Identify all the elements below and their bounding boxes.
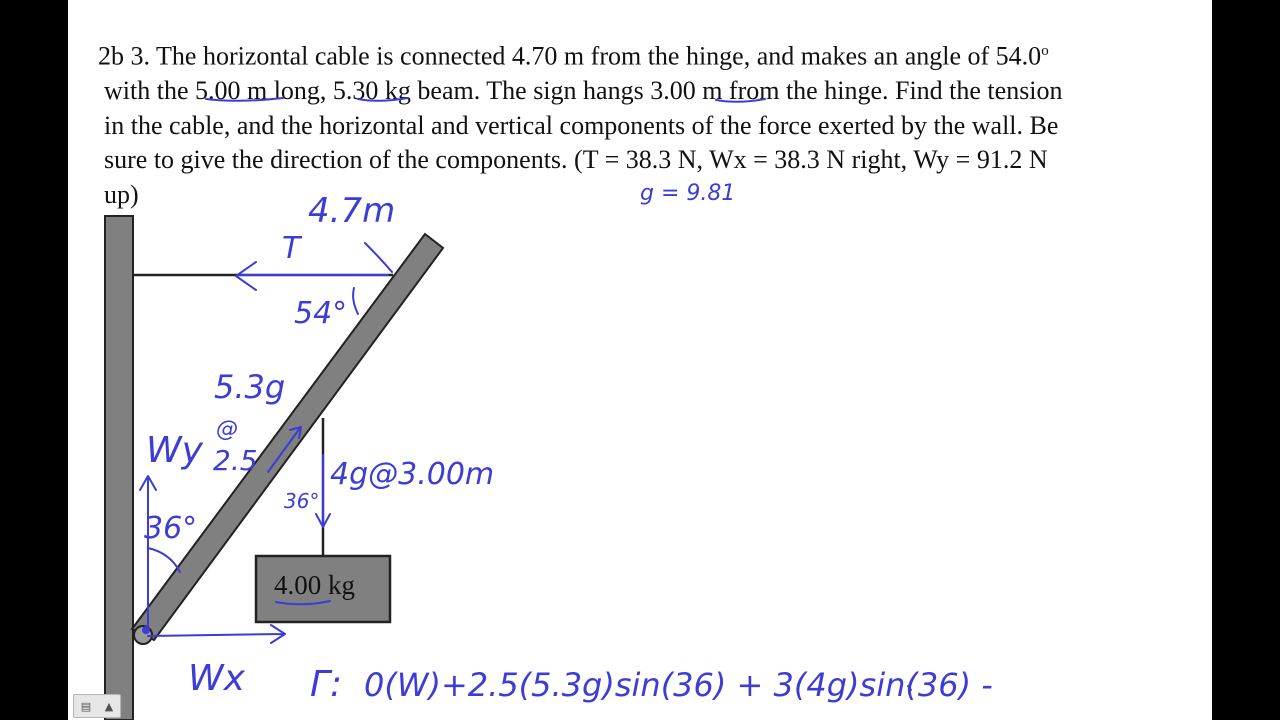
problem-line-4: sure to give the direction of the components. (T = 38.3 N, Wx = 38.3 N right, Wy = 91.2 N <box>104 145 1048 175</box>
beam-mass-note: 5.3g <box>214 368 286 406</box>
wx-label: Wx <box>188 658 245 699</box>
underline-beam-mass <box>358 98 408 101</box>
screen-icon[interactable]: ▤ <box>80 699 92 713</box>
wall-angle-arc <box>148 548 180 572</box>
problem-line-2: with the 5.00 m long, 5.30 kg beam. The sign hangs 3.00 m from the hinge. Find the tension <box>104 76 1063 106</box>
problem-line-5: up) <box>104 179 139 209</box>
sign-angle-note: 36° <box>284 489 320 513</box>
problem-line-3: in the cable, and the horizontal and vertical components of the force exerted by the wall. Be <box>104 110 1059 140</box>
expand-icon[interactable]: ▲ <box>104 699 114 713</box>
beam-at-note: @ <box>216 417 238 442</box>
underline-sign-distance <box>716 99 765 102</box>
problem-line-1: 2b 3. The horizontal cable is connected 4.70 m from the hinge, and makes an angle of 54.0$^o$ <box>98 41 1049 71</box>
underline-beam-length <box>206 98 283 101</box>
sign-label: 4.00 kg <box>274 570 355 600</box>
free-body-diagram <box>68 0 1212 720</box>
document-page <box>68 0 1212 720</box>
wy-label: Wy <box>146 430 203 471</box>
cable-distance-arc <box>365 243 392 272</box>
wx-arrow <box>148 625 285 643</box>
torque-symbol: Γ: <box>310 664 343 705</box>
gravity-note: g = 9.81 <box>640 181 736 206</box>
beam-position-note: 2.5 <box>213 444 258 477</box>
degree-mark: o <box>1041 43 1049 59</box>
wall <box>105 216 133 720</box>
torque-equation: 0(W)+2.5(5.3g)sin(36) + 3(4g)sin(36) - <box>364 666 993 704</box>
cable-angle-note: 54° <box>294 296 348 331</box>
cable-angle-arc <box>353 288 358 314</box>
cable-distance-note: 4.7m <box>308 191 396 231</box>
wall-angle-note: 36° <box>144 511 198 546</box>
player-mini-controls[interactable] <box>73 694 121 718</box>
sign-weight-note: 4g@3.00m <box>330 457 495 492</box>
tension-label: T <box>282 231 301 266</box>
tension-arrow <box>236 262 388 290</box>
